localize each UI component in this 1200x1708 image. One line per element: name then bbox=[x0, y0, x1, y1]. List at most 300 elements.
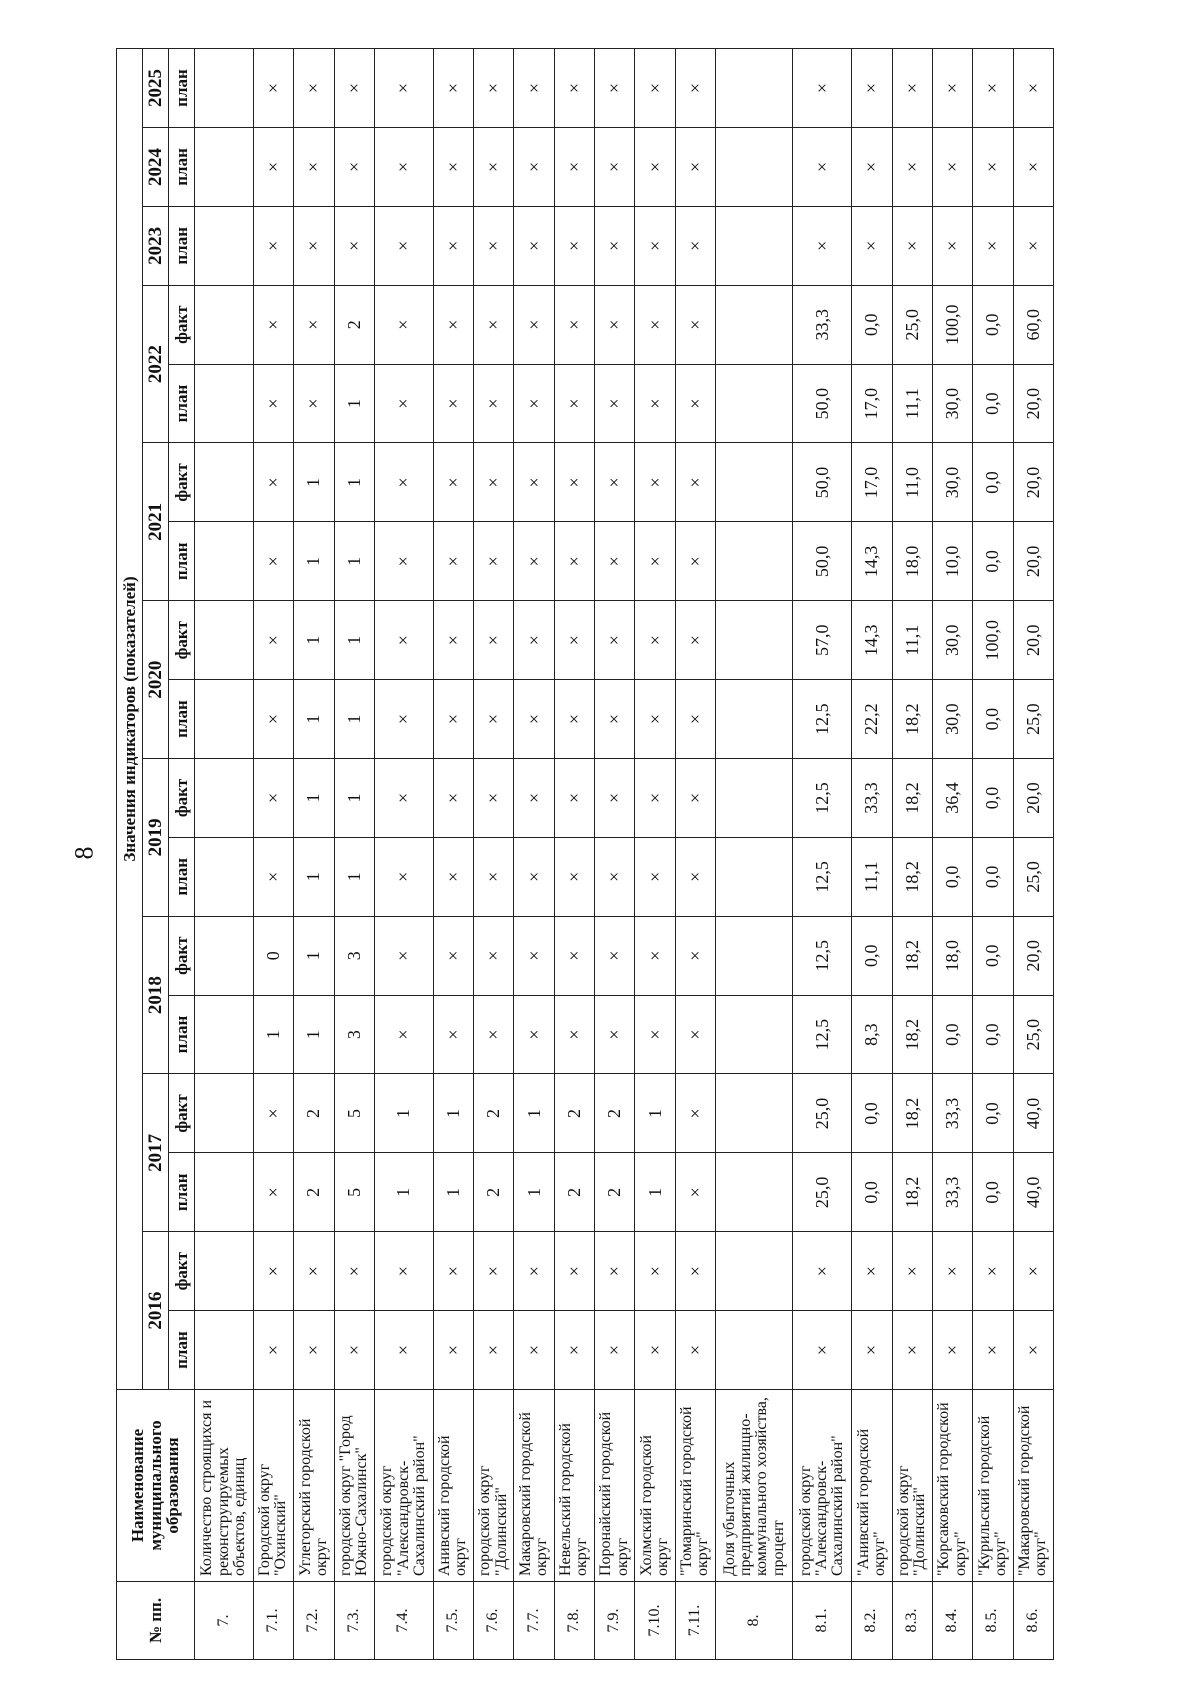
value-cell: 2 bbox=[554, 1074, 594, 1153]
value-cell: × bbox=[433, 206, 473, 285]
year-header: 2023 bbox=[143, 206, 169, 285]
value-cell: × bbox=[334, 128, 374, 207]
value-cell: 18,2 bbox=[892, 759, 932, 838]
value-cell: × bbox=[514, 128, 554, 207]
value-cell: × bbox=[474, 1232, 514, 1311]
value-cell: × bbox=[675, 522, 715, 601]
row-number: 8.2. bbox=[852, 1582, 892, 1660]
value-cell: × bbox=[675, 443, 715, 522]
fact-header: факт bbox=[169, 285, 195, 364]
row-number: 8.6. bbox=[1013, 1582, 1053, 1660]
row-number: 8.5. bbox=[973, 1582, 1013, 1660]
value-cell: × bbox=[253, 1153, 293, 1232]
municipality-name: городской округ "Александровск-Сахалинский район" bbox=[793, 1390, 852, 1582]
table-row bbox=[374, 49, 433, 1660]
value-cell: 1 bbox=[334, 837, 374, 916]
value-cell: × bbox=[554, 837, 594, 916]
indicators-table bbox=[116, 48, 1054, 1660]
table-row bbox=[294, 49, 334, 1660]
value-cell: × bbox=[474, 522, 514, 601]
value-cell: × bbox=[635, 1232, 675, 1311]
value-cell: × bbox=[554, 522, 594, 601]
value-cell: 0 bbox=[253, 916, 293, 995]
municipality-name: Макаровский городской округ bbox=[514, 1390, 554, 1582]
value-cell bbox=[716, 680, 793, 759]
value-cell: × bbox=[433, 1232, 473, 1311]
value-cell: × bbox=[474, 285, 514, 364]
row-number: 7. bbox=[195, 1582, 254, 1660]
value-cell: × bbox=[253, 285, 293, 364]
plan-header: план bbox=[169, 837, 195, 916]
value-cell: 100,0 bbox=[973, 601, 1013, 680]
value-cell bbox=[195, 680, 254, 759]
row-number: 7.4. bbox=[374, 1582, 433, 1660]
value-cell: × bbox=[253, 1074, 293, 1153]
value-cell: 18,0 bbox=[892, 522, 932, 601]
value-cell: 0,0 bbox=[973, 1074, 1013, 1153]
value-cell: × bbox=[474, 206, 514, 285]
value-cell: × bbox=[932, 206, 972, 285]
value-cell: 30,0 bbox=[932, 443, 972, 522]
value-cell: 12,5 bbox=[793, 837, 852, 916]
value-cell: × bbox=[595, 837, 635, 916]
value-cell: × bbox=[433, 837, 473, 916]
value-cell: 25,0 bbox=[793, 1074, 852, 1153]
value-cell bbox=[195, 443, 254, 522]
year-header: 2016 bbox=[143, 1232, 169, 1390]
value-cell: × bbox=[554, 49, 594, 128]
value-cell: × bbox=[635, 680, 675, 759]
value-cell: 18,2 bbox=[892, 916, 932, 995]
value-cell: 1 bbox=[294, 837, 334, 916]
value-cell: × bbox=[374, 1232, 433, 1311]
municipality-name: Поронайский городской округ bbox=[595, 1390, 635, 1582]
value-cell: × bbox=[973, 49, 1013, 128]
value-cell: 50,0 bbox=[793, 443, 852, 522]
row-number: 7.5. bbox=[433, 1582, 473, 1660]
value-cell: × bbox=[635, 995, 675, 1074]
value-cell: 0,0 bbox=[852, 916, 892, 995]
value-cell: 1 bbox=[253, 995, 293, 1074]
value-cell: 18,2 bbox=[892, 1153, 932, 1232]
value-cell: × bbox=[474, 837, 514, 916]
value-cell: × bbox=[253, 837, 293, 916]
row-number: 7.1. bbox=[253, 1582, 293, 1660]
value-cell: × bbox=[595, 128, 635, 207]
value-cell bbox=[716, 285, 793, 364]
value-cell: × bbox=[675, 49, 715, 128]
table-row bbox=[514, 49, 554, 1660]
value-cell: 12,5 bbox=[793, 995, 852, 1074]
value-cell: × bbox=[514, 916, 554, 995]
fact-header: факт bbox=[169, 601, 195, 680]
table-row bbox=[554, 49, 594, 1660]
value-cell: × bbox=[675, 285, 715, 364]
value-cell: × bbox=[554, 1232, 594, 1311]
value-cell: × bbox=[595, 522, 635, 601]
value-cell: × bbox=[374, 522, 433, 601]
value-cell bbox=[195, 1311, 254, 1390]
value-cell: × bbox=[554, 206, 594, 285]
value-cell: 0,0 bbox=[973, 522, 1013, 601]
value-cell: × bbox=[433, 128, 473, 207]
value-cell: × bbox=[253, 128, 293, 207]
value-cell: 50,0 bbox=[793, 364, 852, 443]
value-cell: × bbox=[374, 128, 433, 207]
value-cell: × bbox=[433, 759, 473, 838]
value-cell: × bbox=[973, 1311, 1013, 1390]
value-cell: × bbox=[433, 995, 473, 1074]
value-cell: × bbox=[973, 206, 1013, 285]
value-cell: × bbox=[852, 49, 892, 128]
value-cell: × bbox=[554, 128, 594, 207]
value-cell: × bbox=[514, 1311, 554, 1390]
value-cell bbox=[716, 995, 793, 1074]
value-cell: × bbox=[675, 995, 715, 1074]
value-cell: × bbox=[635, 916, 675, 995]
value-cell: × bbox=[635, 1311, 675, 1390]
value-cell: × bbox=[433, 443, 473, 522]
value-cell: × bbox=[675, 601, 715, 680]
value-cell: × bbox=[892, 49, 932, 128]
plan-header: план bbox=[169, 364, 195, 443]
value-cell bbox=[195, 1074, 254, 1153]
value-cell: 12,5 bbox=[793, 680, 852, 759]
value-cell bbox=[716, 443, 793, 522]
value-cell bbox=[195, 206, 254, 285]
value-cell: × bbox=[294, 285, 334, 364]
value-cell: × bbox=[433, 522, 473, 601]
value-cell: 0,0 bbox=[973, 1153, 1013, 1232]
value-cell: 0,0 bbox=[973, 443, 1013, 522]
value-cell bbox=[716, 1232, 793, 1311]
value-cell: 1 bbox=[334, 680, 374, 759]
value-cell: × bbox=[635, 443, 675, 522]
value-cell: × bbox=[852, 1311, 892, 1390]
value-cell: × bbox=[793, 128, 852, 207]
value-cell: × bbox=[595, 285, 635, 364]
num-header: № пп. bbox=[117, 1582, 195, 1660]
value-cell: 1 bbox=[294, 522, 334, 601]
value-cell: × bbox=[474, 128, 514, 207]
value-cell: 0,0 bbox=[973, 995, 1013, 1074]
value-cell: 30,0 bbox=[932, 364, 972, 443]
plan-header: план bbox=[169, 128, 195, 207]
value-cell: × bbox=[793, 1311, 852, 1390]
table-row bbox=[892, 49, 932, 1660]
value-cell: × bbox=[635, 206, 675, 285]
page-number: 8 bbox=[69, 846, 99, 860]
value-cell: × bbox=[474, 759, 514, 838]
municipality-name: городской округ "Долинский" bbox=[474, 1390, 514, 1582]
table-row bbox=[474, 49, 514, 1660]
value-cell: 33,3 bbox=[793, 285, 852, 364]
year-header: 2017 bbox=[143, 1074, 169, 1232]
value-cell bbox=[716, 759, 793, 838]
row-number: 7.3. bbox=[334, 1582, 374, 1660]
value-cell: 20,0 bbox=[1013, 916, 1053, 995]
value-cell: 1 bbox=[514, 1153, 554, 1232]
value-cell: × bbox=[635, 759, 675, 838]
value-cell: × bbox=[595, 1311, 635, 1390]
year-header: 2021 bbox=[143, 443, 169, 601]
year-header: 2018 bbox=[143, 916, 169, 1074]
value-cell: × bbox=[433, 680, 473, 759]
value-cell: × bbox=[474, 995, 514, 1074]
value-cell: × bbox=[433, 285, 473, 364]
value-cell: × bbox=[253, 443, 293, 522]
value-cell: 25,0 bbox=[1013, 995, 1053, 1074]
value-cell: × bbox=[253, 1232, 293, 1311]
value-cell: × bbox=[474, 443, 514, 522]
value-cell: 2 bbox=[474, 1153, 514, 1232]
value-cell: × bbox=[635, 522, 675, 601]
value-cell: 2 bbox=[294, 1074, 334, 1153]
value-cell: × bbox=[675, 916, 715, 995]
value-cell bbox=[195, 916, 254, 995]
value-cell: × bbox=[675, 1232, 715, 1311]
municipality-name: городской округ "Александровск-Сахалинский район" bbox=[374, 1390, 433, 1582]
value-cell: × bbox=[554, 916, 594, 995]
value-cell: 1 bbox=[374, 1153, 433, 1232]
value-cell bbox=[195, 285, 254, 364]
value-cell: 1 bbox=[294, 443, 334, 522]
value-cell: × bbox=[514, 601, 554, 680]
value-cell: 0,0 bbox=[973, 364, 1013, 443]
row-number: 7.2. bbox=[294, 1582, 334, 1660]
value-cell: 1 bbox=[334, 443, 374, 522]
value-cell: 20,0 bbox=[1013, 601, 1053, 680]
value-cell: × bbox=[892, 1311, 932, 1390]
value-cell: × bbox=[635, 601, 675, 680]
value-cell: × bbox=[635, 837, 675, 916]
value-cell: × bbox=[554, 601, 594, 680]
value-cell bbox=[195, 837, 254, 916]
value-cell: × bbox=[595, 443, 635, 522]
value-cell bbox=[716, 522, 793, 601]
value-cell: 2 bbox=[334, 285, 374, 364]
municipality-name: "Корсаковский городской округ" bbox=[932, 1390, 972, 1582]
value-cell: × bbox=[433, 601, 473, 680]
value-cell: 11,1 bbox=[852, 837, 892, 916]
value-cell: × bbox=[294, 364, 334, 443]
value-cell: × bbox=[374, 206, 433, 285]
value-cell bbox=[195, 128, 254, 207]
value-cell: × bbox=[514, 995, 554, 1074]
value-cell: × bbox=[675, 128, 715, 207]
plan-header: план bbox=[169, 206, 195, 285]
row-number: 8.1. bbox=[793, 1582, 852, 1660]
value-cell: × bbox=[932, 1311, 972, 1390]
fact-header: факт bbox=[169, 1074, 195, 1153]
value-cell: × bbox=[474, 680, 514, 759]
value-cell: × bbox=[334, 1232, 374, 1311]
value-cell bbox=[716, 49, 793, 128]
plan-header: план bbox=[169, 522, 195, 601]
value-cell bbox=[195, 759, 254, 838]
value-cell bbox=[716, 1153, 793, 1232]
municipality-name: Холмский городской округ bbox=[635, 1390, 675, 1582]
value-cell: × bbox=[595, 680, 635, 759]
plan-header: план bbox=[169, 1153, 195, 1232]
value-cell: × bbox=[675, 680, 715, 759]
value-cell: 1 bbox=[514, 1074, 554, 1153]
table-row bbox=[334, 49, 374, 1660]
value-cell: 11,1 bbox=[892, 364, 932, 443]
value-cell bbox=[195, 364, 254, 443]
value-cell: × bbox=[675, 364, 715, 443]
row-number: 7.9. bbox=[595, 1582, 635, 1660]
value-cell: 12,5 bbox=[793, 759, 852, 838]
value-cell: 0,0 bbox=[973, 916, 1013, 995]
value-cell: × bbox=[852, 206, 892, 285]
plan-header: план bbox=[169, 49, 195, 128]
value-cell: × bbox=[374, 916, 433, 995]
value-cell: 57,0 bbox=[793, 601, 852, 680]
value-cell: × bbox=[595, 206, 635, 285]
value-cell: 0,0 bbox=[852, 1074, 892, 1153]
value-cell: × bbox=[554, 759, 594, 838]
value-cell bbox=[716, 601, 793, 680]
value-cell: × bbox=[253, 759, 293, 838]
row-number: 8. bbox=[716, 1582, 793, 1660]
row-number: 7.11. bbox=[675, 1582, 715, 1660]
value-cell: 11,1 bbox=[892, 601, 932, 680]
value-cell: 3 bbox=[334, 995, 374, 1074]
value-cell: × bbox=[374, 601, 433, 680]
value-cell: 30,0 bbox=[932, 601, 972, 680]
value-cell: × bbox=[675, 837, 715, 916]
value-cell: 1 bbox=[294, 916, 334, 995]
value-cell: × bbox=[595, 601, 635, 680]
municipality-name: Углегорский городской округ bbox=[294, 1390, 334, 1582]
value-cell: × bbox=[1013, 1232, 1053, 1311]
value-cell: × bbox=[554, 443, 594, 522]
value-cell: 12,5 bbox=[793, 916, 852, 995]
value-cell bbox=[195, 1153, 254, 1232]
table-row bbox=[973, 49, 1013, 1660]
value-cell: 0,0 bbox=[973, 680, 1013, 759]
value-cell: 1 bbox=[433, 1153, 473, 1232]
value-cell: 2 bbox=[294, 1153, 334, 1232]
value-cell: × bbox=[595, 1232, 635, 1311]
plan-header: план bbox=[169, 1311, 195, 1390]
municipality-name: "Курильский городской округ" bbox=[973, 1390, 1013, 1582]
row-number: 7.8. bbox=[554, 1582, 594, 1660]
value-cell: 0,0 bbox=[973, 837, 1013, 916]
value-cell bbox=[716, 916, 793, 995]
value-cell: × bbox=[554, 285, 594, 364]
value-cell: × bbox=[514, 285, 554, 364]
municipality-name: Невельский городской округ bbox=[554, 1390, 594, 1582]
municipality-name: городской округ "Город Южно-Сахалинск" bbox=[334, 1390, 374, 1582]
fact-header: факт bbox=[169, 1232, 195, 1311]
value-cell: × bbox=[514, 759, 554, 838]
value-cell: 25,0 bbox=[1013, 680, 1053, 759]
value-cell: 17,0 bbox=[852, 364, 892, 443]
plan-header: план bbox=[169, 995, 195, 1074]
value-cell bbox=[195, 601, 254, 680]
value-cell: 1 bbox=[374, 1074, 433, 1153]
table-row bbox=[195, 49, 254, 1660]
value-cell: 2 bbox=[554, 1153, 594, 1232]
year-header: 2024 bbox=[143, 128, 169, 207]
value-cell: × bbox=[1013, 49, 1053, 128]
value-cell: × bbox=[253, 522, 293, 601]
value-cell: × bbox=[675, 759, 715, 838]
value-cell: 25,0 bbox=[892, 285, 932, 364]
value-cell: 0,0 bbox=[852, 285, 892, 364]
value-cell: 2 bbox=[474, 1074, 514, 1153]
value-cell: × bbox=[852, 128, 892, 207]
value-cell: × bbox=[554, 680, 594, 759]
value-cell bbox=[716, 1311, 793, 1390]
value-cell: × bbox=[892, 128, 932, 207]
value-cell bbox=[716, 1074, 793, 1153]
table-row bbox=[675, 49, 715, 1660]
value-cell: × bbox=[1013, 206, 1053, 285]
value-cell: 33,3 bbox=[932, 1153, 972, 1232]
value-cell: × bbox=[554, 995, 594, 1074]
value-cell: × bbox=[675, 1074, 715, 1153]
header-row-group bbox=[117, 49, 143, 1660]
fact-header: факт bbox=[169, 916, 195, 995]
value-cell: × bbox=[635, 49, 675, 128]
value-cell: 50,0 bbox=[793, 522, 852, 601]
value-cell: 33,3 bbox=[852, 759, 892, 838]
value-cell: × bbox=[253, 49, 293, 128]
value-cell: × bbox=[374, 443, 433, 522]
value-cell: 1 bbox=[294, 601, 334, 680]
value-cell: × bbox=[514, 443, 554, 522]
value-cell: 20,0 bbox=[1013, 759, 1053, 838]
year-header: 2022 bbox=[143, 285, 169, 443]
value-cell: 8,3 bbox=[852, 995, 892, 1074]
value-cell: 40,0 bbox=[1013, 1074, 1053, 1153]
table-row bbox=[716, 49, 793, 1660]
value-cell: × bbox=[675, 206, 715, 285]
value-cell: × bbox=[635, 364, 675, 443]
value-cell: × bbox=[514, 1232, 554, 1311]
value-cell: 1 bbox=[334, 364, 374, 443]
value-cell: 18,2 bbox=[892, 680, 932, 759]
table-body bbox=[195, 49, 1054, 1660]
value-cell: × bbox=[595, 364, 635, 443]
row-number: 7.7. bbox=[514, 1582, 554, 1660]
value-cell: 0,0 bbox=[932, 837, 972, 916]
value-cell: × bbox=[253, 206, 293, 285]
value-cell: × bbox=[294, 49, 334, 128]
value-cell: × bbox=[635, 285, 675, 364]
value-cell: × bbox=[514, 680, 554, 759]
value-cell: × bbox=[334, 206, 374, 285]
value-cell: 18,2 bbox=[892, 837, 932, 916]
value-cell: 2 bbox=[595, 1153, 635, 1232]
value-cell: × bbox=[595, 995, 635, 1074]
value-cell: × bbox=[892, 1232, 932, 1311]
value-cell: 1 bbox=[334, 601, 374, 680]
value-cell: × bbox=[374, 759, 433, 838]
value-cell: × bbox=[374, 49, 433, 128]
value-cell: 18,2 bbox=[892, 995, 932, 1074]
value-cell bbox=[716, 128, 793, 207]
row-number: 7.10. bbox=[635, 1582, 675, 1660]
value-cell: × bbox=[554, 364, 594, 443]
fact-header: факт bbox=[169, 759, 195, 838]
value-cell: 18,0 bbox=[932, 916, 972, 995]
value-cell: 14,3 bbox=[852, 522, 892, 601]
municipality-name: "Анивский городской округ" bbox=[852, 1390, 892, 1582]
